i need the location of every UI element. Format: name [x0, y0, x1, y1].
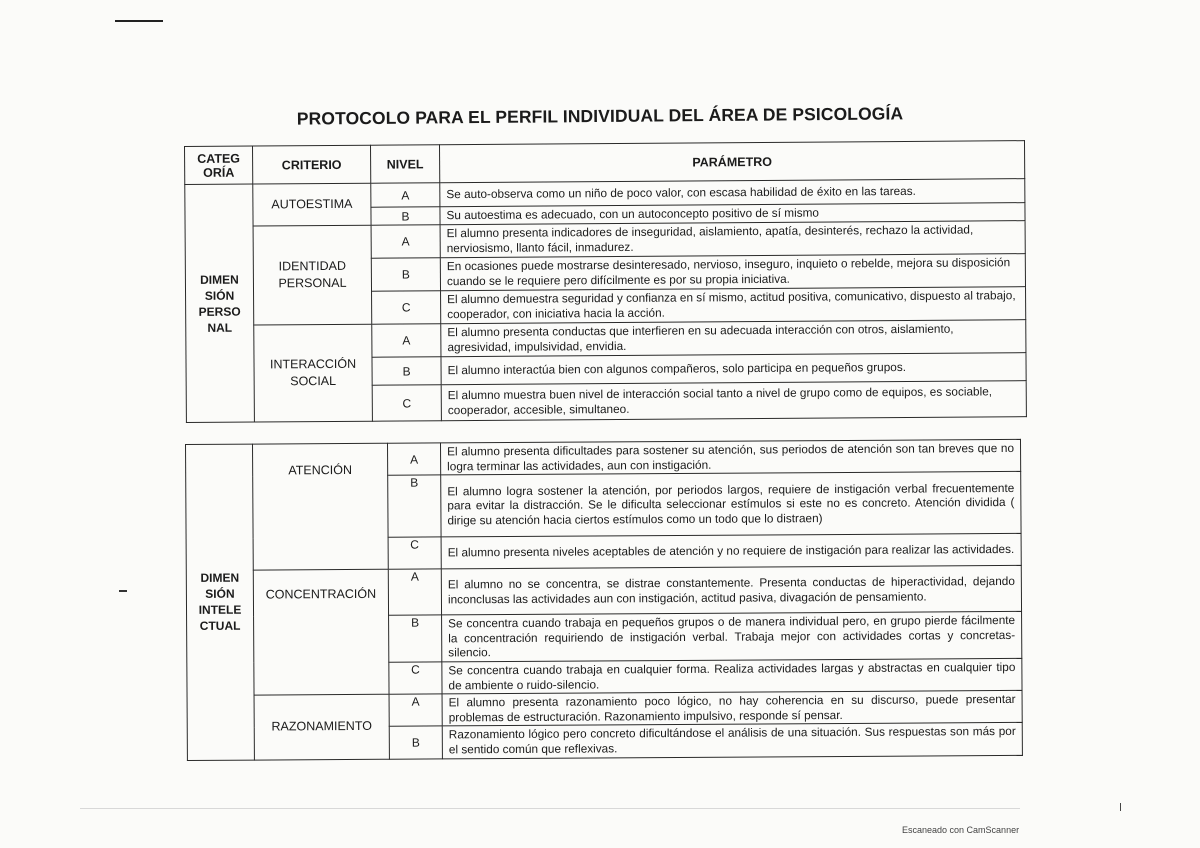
parameter-cell: Se concentra cuando trabaja en cualquier forma. Realiza actividades largas y abstractas en cualquier tipo de ambiente o ruido-silencio.: [442, 658, 1022, 694]
parameter-cell: El alumno muestra buen nivel de interacción social tanto a nivel de grupo como de equipos, es sociable, cooperador, accesible, simultaneo.: [441, 381, 1026, 421]
level-cell: B: [388, 475, 441, 537]
header-criterio: CRITERIO: [253, 145, 371, 184]
level-cell: B: [372, 357, 441, 385]
table-row: [186, 566, 1021, 617]
parameter-cell: El alumno logra sostener la atención, por periodos largos, requiere de instigación verbal frecuentemente para evitar la distracción. Se le dificulta seleccionar estímulos si este no es concreto. Atención dividida ( dirige su atención hacia ciertos estímulos como un todo que lo distraen): [441, 472, 1021, 538]
footer-divider: [80, 808, 1020, 809]
scanner-watermark: Escaneado con CamScanner: [902, 825, 1020, 835]
level-cell: B: [371, 207, 440, 225]
level-cell: A: [387, 443, 440, 476]
table-row: [187, 691, 1022, 728]
table-dimension-personal: [184, 140, 1027, 423]
level-cell: A: [371, 183, 440, 207]
level-cell: C: [388, 537, 441, 569]
criterion-cell: ATENCIÓN: [253, 443, 389, 570]
page-title: PROTOCOLO PARA EL PERFIL INDIVIDUAL DEL ÁREA DE PSICOLOGÍA: [296, 103, 904, 129]
table-row: [186, 439, 1021, 476]
scan-mark: [115, 20, 163, 22]
header-nivel: NIVEL: [370, 145, 439, 183]
criterion-cell: CONCENTRACIÓN: [253, 569, 389, 695]
table-header-row: [185, 141, 1025, 185]
level-cell: A: [388, 569, 441, 615]
criterion-cell: INTERACCIÓN SOCIAL: [254, 324, 373, 422]
parameter-cell: Se auto-observa como un niño de poco valor, con escasa habilidad de éxito en las tareas.: [440, 179, 1025, 207]
header-categoria: CATEG ORÍA: [185, 146, 253, 184]
level-cell: A: [372, 324, 441, 357]
criterion-cell: RAZONAMIENTO: [254, 694, 389, 759]
header-parametro: PARÁMETRO: [439, 141, 1024, 183]
parameter-cell: El alumno presenta razonamiento poco lógico, no hay coherencia en su discurso, puede presentar problemas de estructuración. Razonamiento impulsivo, responde sí pensar.: [442, 691, 1022, 727]
parameter-cell: El alumno interactúa bien con algunos compañeros, solo participa en pequeños grupos.: [441, 353, 1026, 385]
parameter-cell: En ocasiones puede mostrarse desinteresado, nervioso, inseguro, inquieto o rebelde, mejora su disposición cuando se le requiere pero difícilmente es por su propia iniciativa.: [440, 254, 1025, 291]
parameter-cell: El alumno presenta niveles aceptables de atención y no requiere de instigación para realizar las actividades.: [441, 534, 1021, 570]
parameter-cell: El alumno presenta dificultades para sostener su atención, sus periodos de atención son tan breves que no logra terminar las actividades, aun con instigación.: [440, 439, 1020, 475]
parameter-cell: Razonamiento lógico pero concreto dificultándose el análisis de una situación. Sus respuestas son más por el sentido común que reflexivas.: [442, 723, 1022, 759]
table-dimension-intelectual: [185, 439, 1023, 761]
level-cell: B: [371, 258, 440, 291]
criterion-cell: AUTOESTIMA: [253, 183, 371, 226]
category-cell: DIMEN SIÓN INTELE CTUAL: [186, 444, 255, 760]
level-cell: C: [372, 385, 441, 421]
level-cell: C: [389, 662, 442, 695]
scan-mark: [1120, 803, 1121, 811]
level-cell: A: [371, 225, 440, 258]
level-cell: B: [389, 615, 442, 662]
parameter-cell: El alumno presenta indicadores de inseguridad, aislamiento, apatía, desinterés, rechazo la actividad, nerviosismo, llanto fácil, inmadurez.: [440, 221, 1025, 258]
level-cell: C: [372, 291, 441, 324]
parameter-cell: El alumno demuestra seguridad y confianza en sí mismo, actitud positiva, comunicativo, dispuesto al trabajo, cooperador, con iniciativa hacia la acción.: [441, 287, 1026, 324]
parameter-cell: El alumno no se concentra, se distrae constantemente. Presenta conductas de hiperactividad, dejando inconclusas las actividades aun con instigación, actitud pasiva, divagación de pensamiento.: [441, 566, 1021, 616]
level-cell: A: [389, 694, 442, 727]
parameter-cell: El alumno presenta conductas que interfieren en su adecuada interacción con otros, aislamiento, agresividad, impulsividad, envidia.: [441, 320, 1026, 357]
criterion-cell: IDENTIDAD PERSONAL: [253, 225, 372, 325]
parameter-cell: Su autoestima es adecuado, con un autoconcepto positivo de sí mismo: [440, 203, 1025, 225]
scan-mark: [119, 590, 127, 592]
parameter-cell: Se concentra cuando trabaja en pequeños grupos o de manera individual pero, en grupo pierde fácilmente la concentración requiriendo de instigación verbal. Trabaja mejor con actividades cortas y concretas-silencio.: [442, 612, 1022, 662]
level-cell: B: [389, 726, 442, 759]
category-cell: DIMEN SIÓN PERSO NAL: [185, 184, 255, 422]
